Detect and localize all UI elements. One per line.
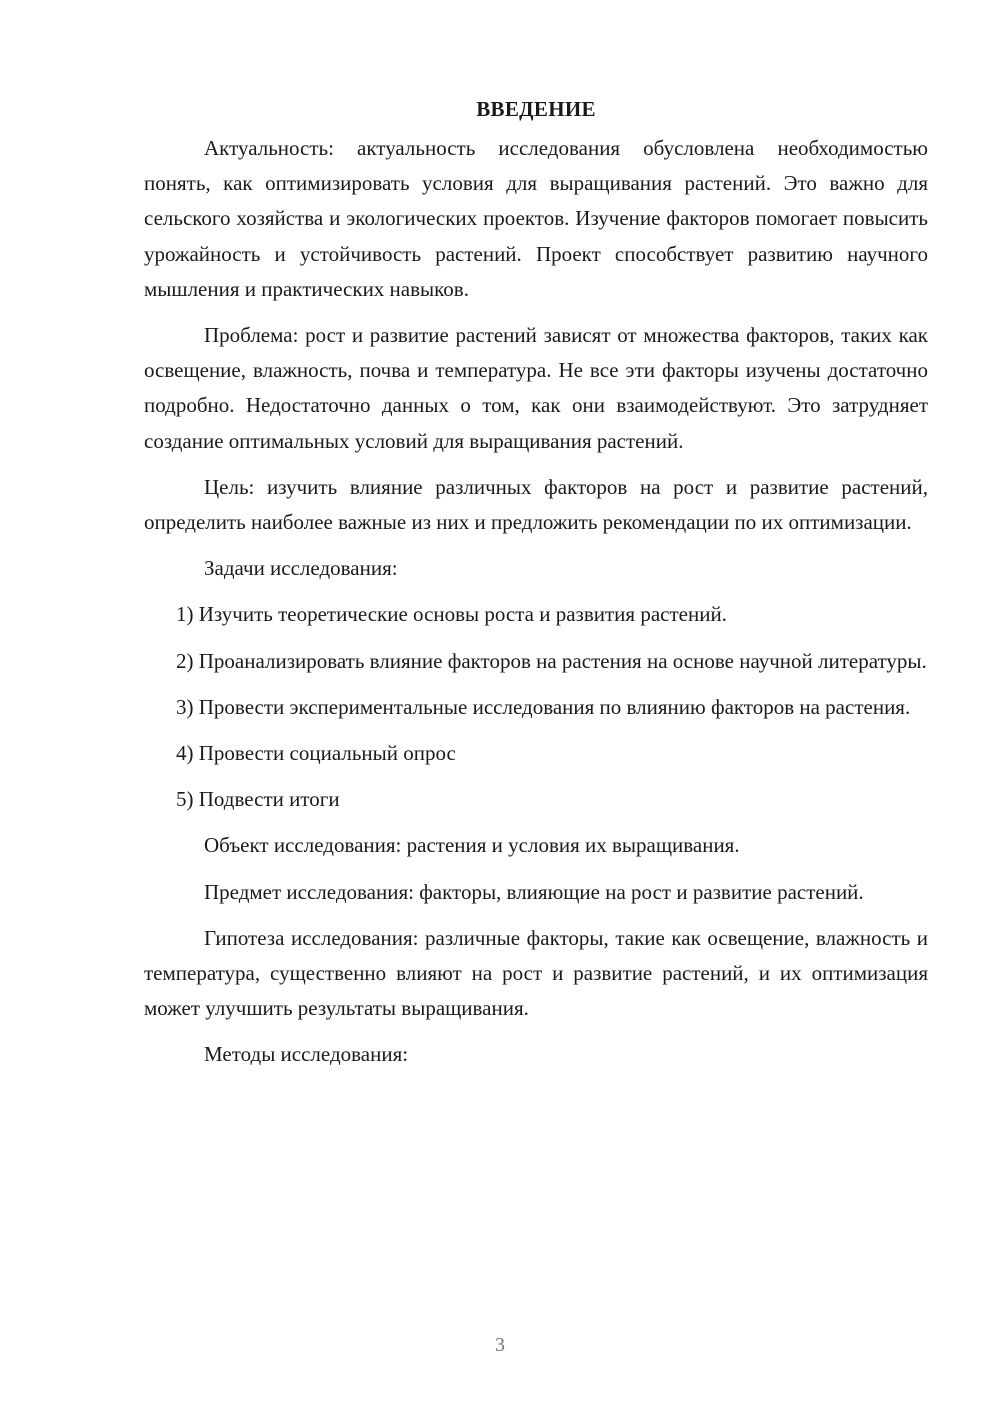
subject-paragraph: Предмет исследования: факторы, влияющие на рост и развитие растений.: [204, 879, 864, 904]
section-title: ВВЕДЕНИЕ: [476, 97, 596, 121]
problem-paragraph: Проблема: рост и развитие растений зависят от множества факторов, таких как освещение, влажность, почва и температура. Не все эти факторы изучены достаточно подробно. Недостаточно данных о том, как они взаимодействуют. Это затрудняет создание оптимальных условий для выращивания растений.: [144, 323, 928, 453]
methods-heading: Методы исследования:: [204, 1042, 409, 1067]
task-item: 2) Проанализировать влияние факторов на растения на основе научной литературы.: [176, 648, 927, 673]
task-item: 4) Провести социальный опрос: [176, 741, 456, 766]
page-number: 3: [495, 1334, 505, 1356]
tasks-heading: Задачи исследования:: [204, 556, 398, 581]
hypothesis-paragraph: Гипотеза исследования: различные факторы, такие как освещение, влажность и температура, существенно влияют на рост и развитие растений, и их оптимизация может улучшить результаты выращивания.: [144, 925, 928, 1021]
relevance-paragraph: Актуальность: актуальность исследования обусловлена необходимостью понять, как оптимизировать условия для выращивания растений. Это важно для сельского хозяйства и экологических проектов. Изучение факторов помогает повысить урожайность и устойчивость растений. Проект способствует развитию научного мышления и практических навыков.: [144, 136, 928, 301]
object-paragraph: Объект исследования: растения и условия их выращивания.: [204, 833, 740, 858]
document-page: [144, 92, 928, 1084]
task-item: 1) Изучить теоретические основы роста и развития растений.: [176, 602, 727, 627]
task-item: 5) Подвести итоги: [176, 787, 340, 812]
task-item: 3) Провести экспериментальные исследования по влиянию факторов на растения.: [176, 694, 911, 719]
goal-paragraph: Цель: изучить влияние различных факторов на рост и развитие растений, определить наиболее важные из них и предложить рекомендации по их оптимизации.: [144, 474, 928, 535]
